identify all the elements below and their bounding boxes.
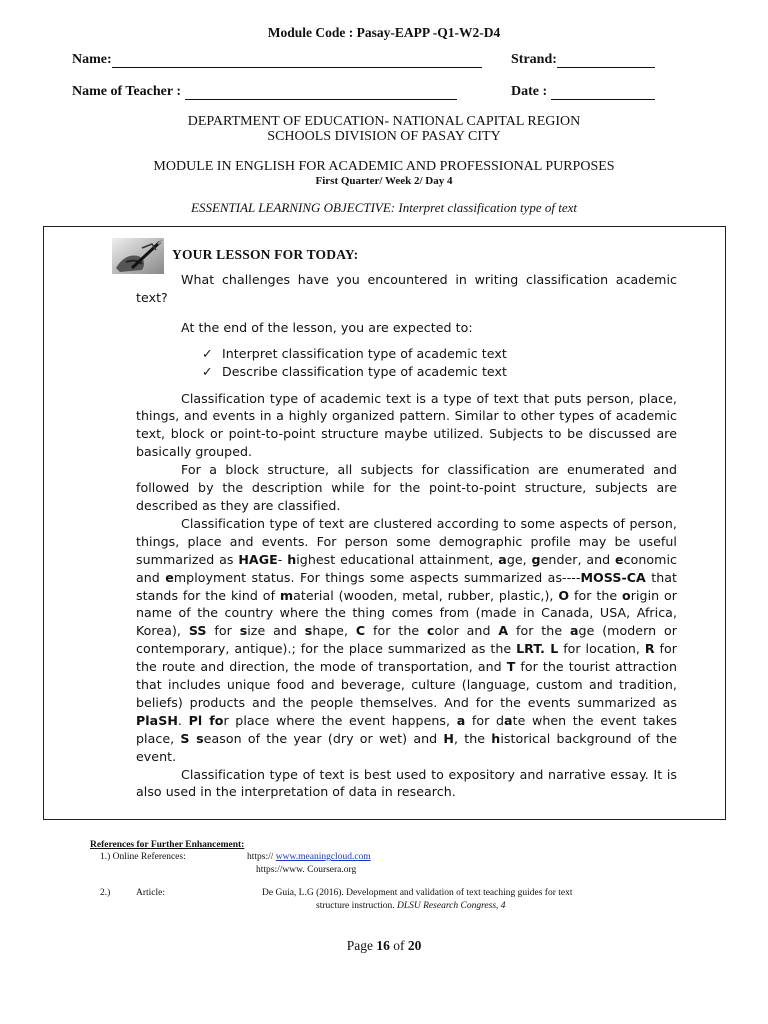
date-blank-line[interactable] (551, 85, 655, 100)
teacher-blank-line[interactable] (185, 85, 457, 100)
strand-label: Strand: (511, 52, 557, 67)
strand-field-row (511, 52, 655, 68)
reference-2-journal: DLSU Research Congress, 4 (397, 901, 506, 911)
objective-label: ESSENTIAL LEARNING OBJECTIVE: (191, 200, 396, 215)
reference-1-url (247, 852, 371, 862)
department-title: DEPARTMENT OF EDUCATION- NATIONAL CAPITAL REGION (187, 114, 581, 129)
meaningcloud-link[interactable]: www.meaningcloud.com (275, 852, 371, 862)
objective-item-2 (136, 363, 677, 381)
page-current: 16 (376, 938, 390, 953)
name-field-row (72, 52, 482, 68)
reference-1-prefix: https:// (247, 852, 274, 862)
writing-hand-icon (112, 238, 164, 274)
paragraph-usage: Classification type of text is best used to expository and narrative essay. It is also used in the interpretation of data in research. (136, 766, 677, 800)
quarter-subtitle: First Quarter/ Week 2/ Day 4 (315, 175, 453, 187)
paragraph-aspects: Classification type of text are clustered according to some aspects of person, things, place and events. For person some demographic profile may be useful summarized as HAGE- highest educational attainment, age, gender, and economic and employment status. For things some aspects summarized as----MOSS-CA that stands for the kind of material (wooden, metal, rubber, plastic,), O for the origin or name of the country where the thing comes from (made in Canada, USA, Africa, Korea), SS for size and shape, C for the color and A for the age (modern or contemporary, antique).; for the place summarized as the LRT. L for location, R for the route and direction, the mode of transportation, and T for the tourist attraction that includes unique food and beverage, culture (language, custom and tradition, beliefs) products and the people themselves. And for the events summarized as PlaSH. Pl for place where the event happens, a for date when the event takes place, S season of the year (dry or wet) and H, the historical background of the event. (136, 515, 678, 764)
objective-item-1 (136, 345, 677, 363)
name-blank-line[interactable] (112, 53, 482, 68)
division-title: SCHOOLS DIVISION OF PASAY CITY (267, 129, 501, 144)
objective-text: Interpret classification type of text (395, 200, 577, 215)
paragraph-structure: For a block structure, all subjects for classification are enumerated and followed by the description while for the point-to-point structure, subjects are described as they are classified. (136, 462, 677, 513)
date-field-row (511, 84, 655, 100)
page-of: of (393, 938, 405, 953)
reference-2-type: Article: (136, 888, 166, 898)
page-total: 20 (407, 938, 422, 953)
strand-blank-line[interactable] (557, 53, 655, 68)
reference-2-label: 2.) (100, 888, 111, 898)
teacher-label: Name of Teacher : (72, 84, 181, 99)
module-title: MODULE IN ENGLISH FOR ACADEMIC AND PROFESSIONAL PURPOSES (153, 159, 615, 174)
page-prefix: Page (346, 938, 373, 953)
lesson-expectation: At the end of the lesson, you are expected to: (181, 319, 473, 335)
lesson-body (136, 271, 677, 801)
checkmark-icon: ✓ (202, 345, 213, 361)
writing-hand-picture (112, 238, 164, 274)
lesson-question: What challenges have you encountered in writing classification academic text? (136, 272, 677, 305)
teacher-field-row (72, 84, 457, 100)
objective-item-text: Describe classification type of academic text (222, 363, 507, 379)
reference-1-label: 1.) Online References: (100, 852, 186, 862)
reference-1-second-url: https://www. Coursera.org (256, 865, 357, 875)
checkmark-icon: ✓ (202, 363, 213, 379)
page-number (0, 938, 768, 954)
lesson-heading: YOUR LESSON FOR TODAY: (172, 247, 359, 262)
references-heading: References for Further Enhancement: (90, 840, 245, 850)
paragraph-definition: Classification type of academic text is a type of text that puts person, place, things, and events in a highly organized pattern. Similar to other types of academic text, block or point-to-point structure maybe utilized. Subjects to be discussed are basically grouped. (136, 390, 677, 460)
name-label: Name: (72, 52, 112, 67)
date-label: Date : (511, 84, 548, 99)
learning-objective (0, 200, 768, 216)
objective-item-text: Interpret classification type of academic text (222, 345, 507, 361)
reference-2-citation-cont (316, 901, 506, 911)
module-code: Module Code : Pasay-EAPP -Q1-W2-D4 (267, 25, 501, 40)
reference-2-cont-text: structure instruction. (316, 901, 395, 911)
reference-2-citation: De Guia, L.G (2016). Development and validation of text teaching guides for text (262, 888, 573, 898)
